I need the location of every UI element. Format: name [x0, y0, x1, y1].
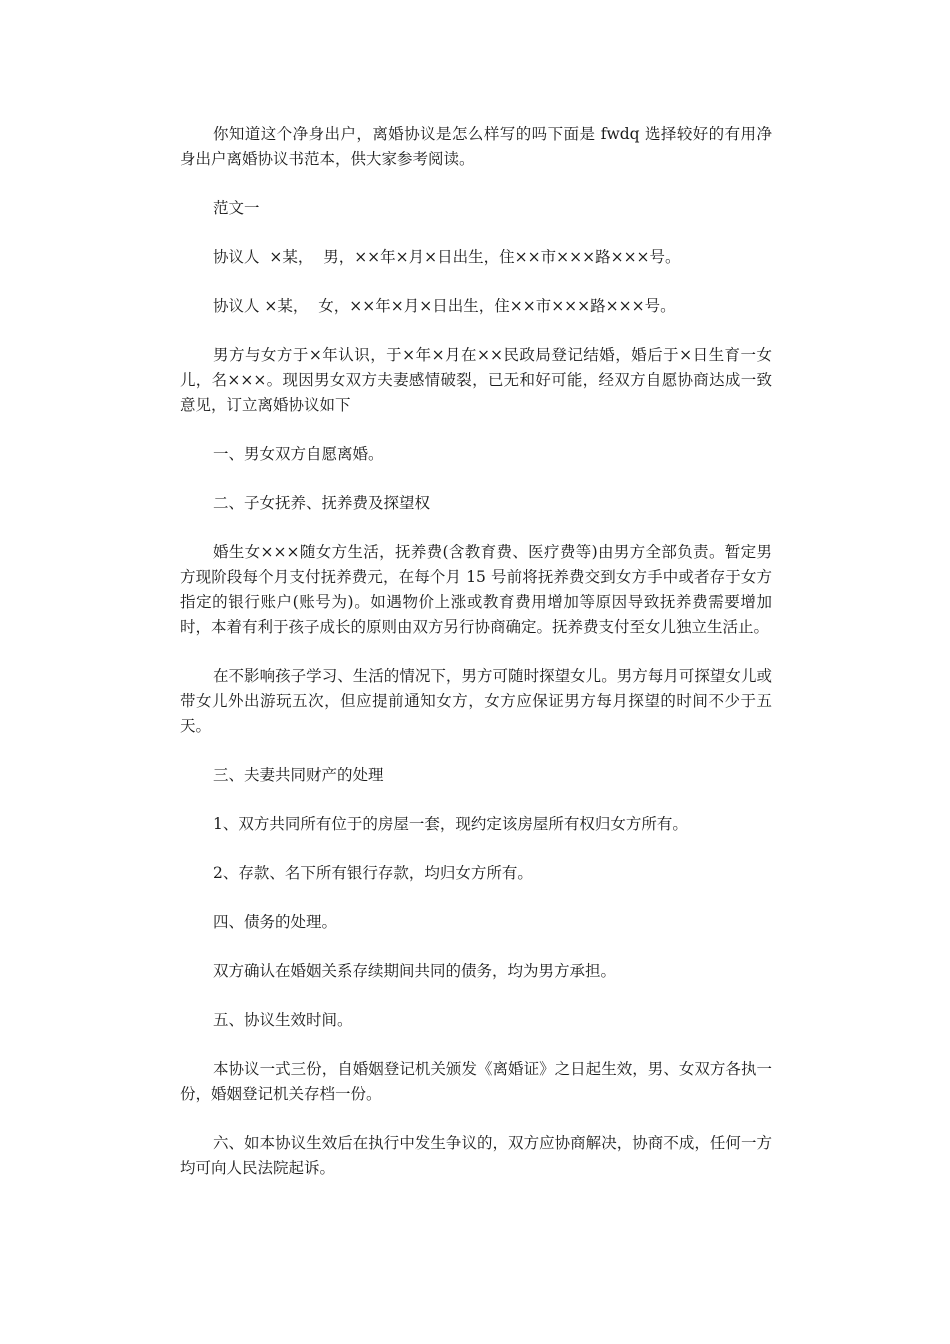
party-male-line: 协议人 ×某， 男，××年×月×日出生，住××市×××路×××号。 [213, 248, 681, 266]
intro-paragraph: 你知道这个净身出户，离婚协议是怎么样写的吗下面是 fwdq 选择较好的有用净身出户离婚协议书范本，供大家参考阅读。 [180, 125, 772, 168]
property-item-2: 2、存款、名下所有银行存款，均归女方所有。 [213, 864, 533, 882]
sample-heading: 范文一 [213, 199, 260, 217]
visitation-paragraph: 在不影响孩子学习、生活的情况下，男方可随时探望女儿。男方每月可探望女儿或带女儿外出游玩五次，但应提前通知女方，女方应保证男方每月探望的时间不少于五天。 [180, 667, 772, 735]
clause-6-paragraph: 六、如本协议生效后在执行中发生争议的，双方应协商解决，协商不成，任何一方均可向人民法院起诉。 [180, 1134, 772, 1177]
document-body [180, 122, 772, 1205]
clause-2-heading: 二、子女抚养、抚养费及探望权 [213, 494, 431, 512]
property-item-1: 1、双方共同所有位于的房屋一套，现约定该房屋所有权归女方所有。 [213, 815, 688, 833]
child-support-paragraph: 婚生女×××随女方生活，抚养费(含教育费、医疗费等)由男方全部负责。暂定男方现阶段每个月支付抚养费元，在每个月 15 号前将抚养费交到女方手中或者存于女方指定的银行账户(账号为)。如遇物价上涨或教育费用增加等原因导致抚养费需要增加时，本着有利于孩子成长的原则由双方另行协商确定。抚养费支付至女儿独立生活止。 [180, 543, 772, 636]
clause-1-heading: 一、男女双方自愿离婚。 [213, 445, 384, 463]
clause-4-heading: 四、债务的处理。 [213, 913, 338, 931]
clause-3-heading: 三、夫妻共同财产的处理 [213, 766, 384, 784]
party-female-line: 协议人 ×某， 女，××年×月×日出生，住××市×××路×××号。 [213, 297, 676, 315]
clause-5-heading: 五、协议生效时间。 [213, 1011, 353, 1029]
debt-paragraph: 双方确认在婚姻关系存续期间共同的债务，均为男方承担。 [213, 962, 617, 980]
background-paragraph: 男方与女方于×年认识，于×年×月在××民政局登记结婚，婚后于×日生育一女儿，名×××。现因男女双方夫妻感情破裂，已无和好可能，经双方自愿协商达成一致意见，订立离婚协议如下 [180, 346, 772, 414]
effective-paragraph: 本协议一式三份，自婚姻登记机关颁发《离婚证》之日起生效，男、女双方各执一份，婚姻登记机关存档一份。 [180, 1060, 772, 1103]
